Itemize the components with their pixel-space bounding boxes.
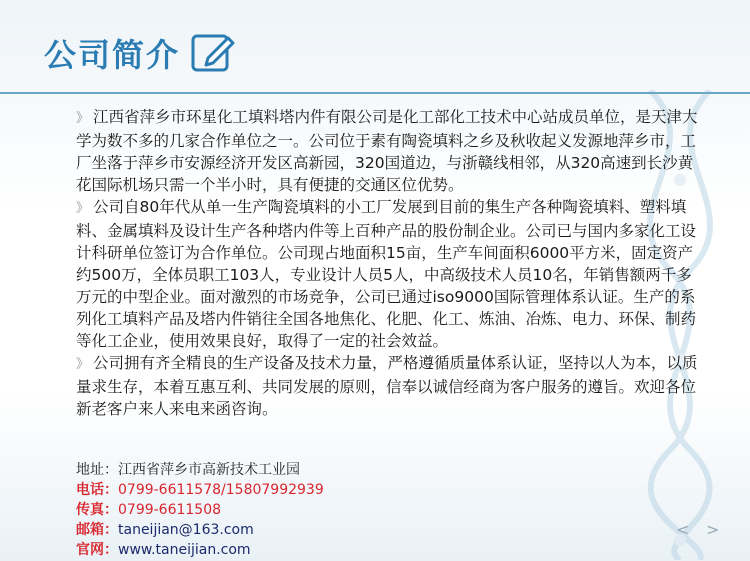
paragraph: [76, 196, 704, 352]
paragraph-text: 江西省萍乡市环星化工填料塔内件有限公司是化工部化工技术中心站成员单位，是天津大学为数不多的几家合作单位之一。公司位于素有陶瓷填料之乡及秋收起义发源地萍乡市，工厂坐落于萍乡市安源经济开发区高新园，320国道边，与浙赣线相邻，从320高速到长沙黄花国际机场只需一个半小时，具有便捷的交通区位优势。: [76, 108, 698, 194]
phone-label: 电话：: [76, 482, 118, 498]
address-row: [76, 460, 324, 480]
website-row: [76, 540, 324, 560]
email-row: [76, 520, 324, 540]
paragraph: [76, 106, 704, 196]
address-value: 江西省萍乡市高新技术工业园: [118, 462, 300, 478]
next-slide-icon[interactable]: >: [706, 520, 720, 539]
bullet-icon: 》: [76, 201, 90, 216]
prev-slide-icon[interactable]: <: [676, 520, 690, 539]
phone-value: 0799-6611578/15807992939: [118, 482, 324, 498]
phone-row: [76, 480, 324, 500]
body-text: [76, 106, 704, 420]
page-title: 公司简介: [44, 36, 181, 74]
bullet-icon: 》: [76, 357, 90, 372]
title-divider: [0, 92, 750, 94]
email-label: 邮箱：: [76, 522, 118, 538]
bullet-icon: 》: [76, 111, 90, 126]
fax-row: [76, 500, 324, 520]
paragraph-text: 公司拥有齐全精良的生产设备及技术力量，严格遵循质量体系认证，坚持以人为本，以质量求生存，本着互惠互利、共同发展的原则，信奉以诚信经商为客户服务的遵旨。欢迎各位新老客户来人来电来函咨询。: [76, 354, 698, 418]
website-link[interactable]: www.taneijian.com: [118, 542, 251, 558]
website-label: 官网：: [76, 542, 118, 558]
address-label: 地址：: [76, 462, 118, 478]
paragraph: [76, 352, 704, 420]
fax-value: 0799-6611508: [118, 502, 222, 518]
paragraph-text: 公司自80年代从单一生产陶瓷填料的小工厂发展到目前的集生产各种陶瓷填料、塑料填料、金属填料及设计生产各种塔内件等上百种产品的股份制企业。公司已与国内多家化工设计科研单位签订为合作单位。公司现占地面积15亩，生产车间面积6000平方米，固定资产约500万，全体员职工103人，专业设计人员5人，中高级技术人员10名，年销售额两千多万元的中型企业。面对激烈的市场竞争，公司已通过iso9000国际管理体系认证。生产的系列化工填料产品及塔内件销往全国各地焦化、化肥、化工、炼油、冶炼、电力、环保、制药等化工企业，使用效果良好，取得了一定的社会效益。: [76, 198, 697, 350]
fax-label: 传真：: [76, 502, 118, 518]
contact-info: [76, 460, 324, 560]
email-value[interactable]: taneijian@163.com: [118, 522, 254, 538]
edit-icon: [190, 30, 236, 74]
